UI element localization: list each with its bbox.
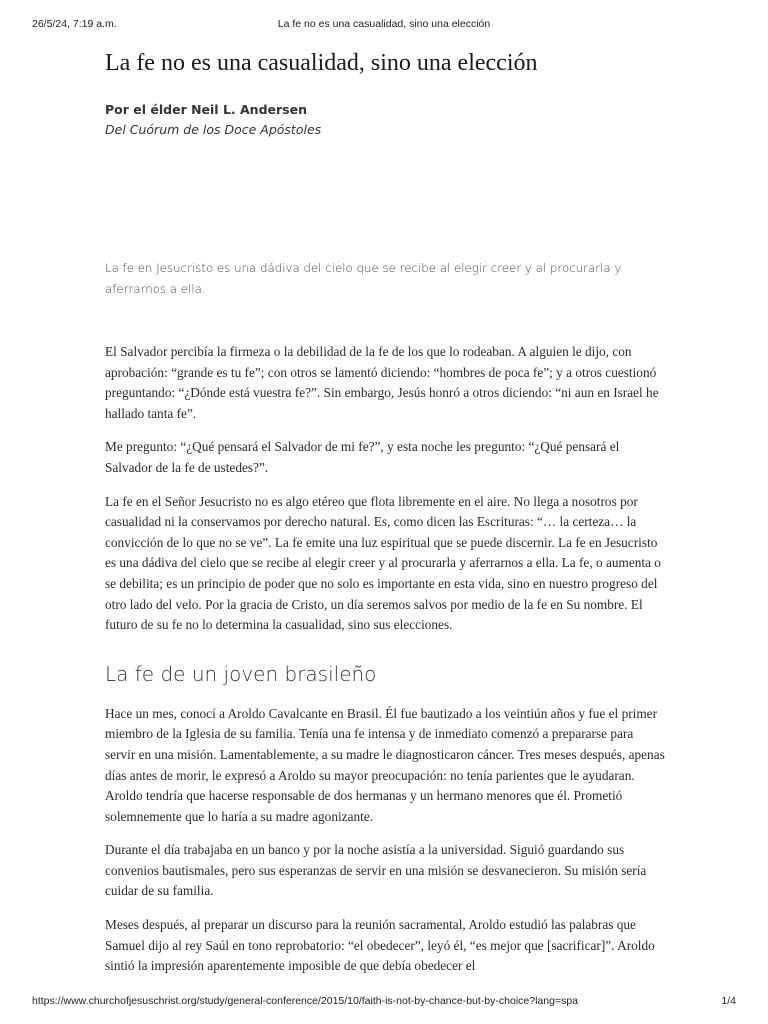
body-paragraph: El Salvador percibía la firmeza o la debilidad de la fe de los que lo rodeaban. A alguien le dijo, con aprobación: “grande es tu fe”; con otros se lamentó diciendo: “hombres de poca fe”; y a otros cuestionó preguntando: “¿Dónde está vuestra fe?”. Sin embargo, Jesús honró a otros diciendo: “ni aun en Israel he hallado tanta fe”. [105, 344, 659, 421]
author-block [105, 100, 665, 140]
section-heading: La fe de un joven brasileño [105, 661, 377, 686]
body-paragraph: Meses después, al preparar un discurso para la reunión sacramental, Aroldo estudió las palabras que Samuel dijo al rey Saúl en tono reprobatorio: “el obedecer”, leyó él, “es mejor que [sacrificar]”. Aroldo sintió la impresión aparentemente imposible de que debía obedecer el [105, 917, 655, 974]
print-page-title: La fe no es una casualidad, sino una elección [277, 18, 491, 30]
page-counter: 1/4 [721, 995, 736, 1007]
print-datetime: 26/5/24, 7:19 a.m. [32, 18, 117, 30]
print-footer [0, 995, 768, 1009]
body-paragraph: Durante el día trabajaba en un banco y por la noche asistía a la universidad. Siguió guardando sus convenios bautismales, pero sus esperanzas de servir en una misión se desvanecieron. Su misión sería cuidar de su familia. [105, 842, 647, 899]
author-name: Por el élder Neil L. Andersen [105, 102, 307, 117]
article-title: La fe no es una casualidad, sino una elección [105, 50, 538, 76]
print-url: https://www.churchofjesuschrist.org/study/general-conference/2015/10/faith-is-not-by-chance-but-by-choice?lang=spa [32, 995, 578, 1007]
body-paragraph: Me pregunto: “¿Qué pensará el Salvador de mi fe?”, y esta noche les pregunto: “¿Qué pensará el Salvador de la fe de ustedes?”. [105, 439, 620, 475]
print-header [0, 18, 768, 32]
article [105, 46, 665, 974]
body-paragraph: Hace un mes, conocí a Aroldo Cavalcante en Brasil. Él fue bautizado a los veintiún años y fue el primer miembro de la Iglesia de su familia. Tenía una fe intensa y de inmediato comenzó a prepararse para servir en una misión. Lamentablemente, a su madre le diagnosticaron cáncer. Tres meses después, apenas días antes de morir, le expresó a Aroldo su mayor preocupación: no tenía parientes que le ayudaran. Aroldo tendría que hacerse responsable de dos hermanas y un hermano menores que él. Prometió solemnemente que lo haría a su madre agonizante. [105, 705, 665, 824]
body-paragraph: La fe en el Señor Jesucristo no es algo etéreo que flota libremente en el aire. No llega a nosotros por casualidad ni la conservamos por derecho natural. Es, como dicen las Escrituras: “… la certeza… la convicción de lo que no se ve”. La fe emite una luz espiritual que se puede discernir. La fe en Jesucristo es una dádiva del cielo que se recibe al elegir creer y al procurarla y aferrarnos a ella. La fe, o aumenta o se debilita; es un principio de poder que no solo es importante en esta vida, sino en nuestro progreso del otro lado del velo. Por la gracia de Cristo, un día seremos salvos por medio de la fe en Su nombre. El futuro de su fe no lo determina la casualidad, sino sus elecciones. [105, 493, 661, 633]
article-body [105, 342, 665, 990]
author-role: Del Cuórum de los Doce Apóstoles [105, 122, 322, 137]
article-kicker: La fe en Jesucristo es una dádiva del cielo que se recibe al elegir creer y al procurarla y aferrarnos a ella. [105, 261, 622, 296]
